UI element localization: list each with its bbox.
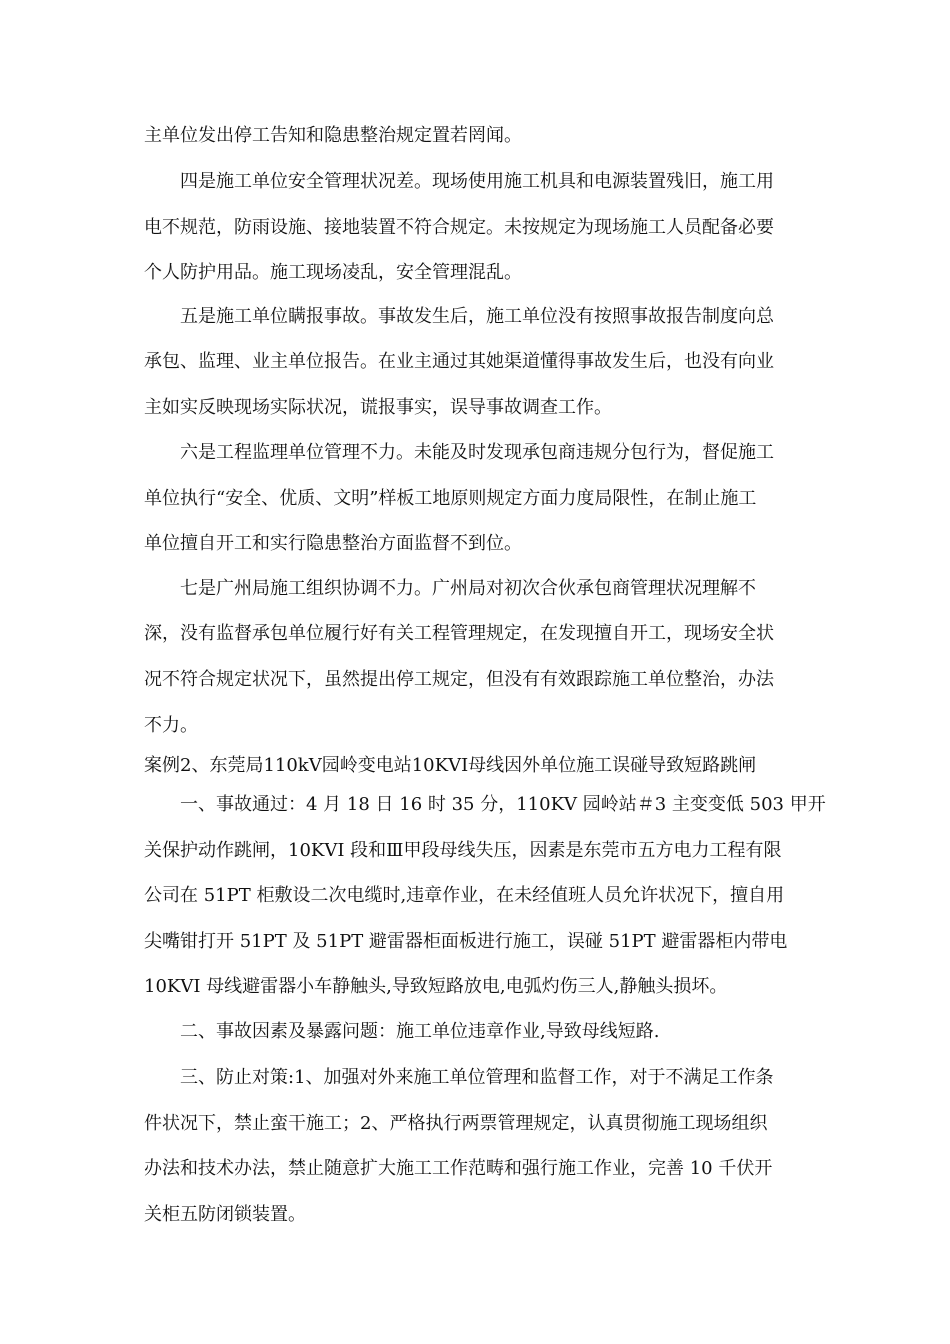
section-1-line-1: 一、事故通过：4 月 18 日 16 时 35 分，110KV 园岭站＃3 主变变低 503 甲开 [180, 794, 826, 815]
text-line: 主如实反映现场实际状况，谎报事实，误导事故调查工作。 [144, 397, 612, 418]
text-line: 深，没有监督承包单位履行好有关工程管理规定，在发现擅自开工，现场安全状 [144, 623, 774, 644]
text-line: 况不符合规定状况下，虽然提出停工规定，但没有有效跟踪施工单位整治，办法 [144, 669, 774, 690]
text-line: 电不规范，防雨设施、接地装置不符合规定。未按规定为现场施工人员配备必要 [144, 217, 774, 238]
text-line: 关保护动作跳闸，10KVI 段和Ⅲ甲段母线失压，因素是东莞市五方电力工程有限 [144, 840, 782, 861]
section-2-line-1: 二、事故因素及暴露问题：施工单位违章作业,导致母线短路. [180, 1021, 660, 1042]
paragraph-5-line-1: 五是施工单位瞒报事故。事故发生后，施工单位没有按照事故报告制度向总 [180, 306, 774, 327]
text-line: 公司在 51PT 柜敷设二次电缆时,违章作业，在未经值班人员允许状况下，擅自用 [144, 885, 785, 906]
text-line: 尖嘴钳打开 51PT 及 51PT 避雷器柜面板进行施工，误碰 51PT 避雷器柜内带电 [144, 931, 788, 952]
text-line: 单位擅自开工和实行隐患整治方面监督不到位。 [144, 533, 522, 554]
text-line: 件状况下，禁止蛮干施工；2、严格执行两票管理规定，认真贯彻施工现场组织 [144, 1113, 768, 1134]
case-heading: 案例2、东莞局110kV园岭变电站10KVI母线因外单位施工误碰导致短路跳闸 [144, 755, 757, 776]
text-line: 关柜五防闭锁装置。 [144, 1204, 306, 1225]
text-line: 不力。 [144, 715, 198, 736]
paragraph-7-line-1: 七是广州局施工组织协调不力。广州局对初次合伙承包商管理状况理解不 [180, 578, 756, 599]
paragraph-4-line-1: 四是施工单位安全管理状况差。现场使用施工机具和电源装置残旧，施工用 [180, 171, 774, 192]
text-line: 主单位发出停工告知和隐患整治规定置若罔闻。 [144, 125, 522, 146]
section-3-line-1: 三、防止对策:1、加强对外来施工单位管理和监督工作，对于不满足工作条 [180, 1067, 774, 1088]
text-line: 个人防护用品。施工现场凌乱，安全管理混乱。 [144, 262, 522, 283]
text-line: 10KVI 母线避雷器小车静触头,导致短路放电,电弧灼伤三人,静触头损坏。 [144, 976, 728, 997]
text-line: 承包、监理、业主单位报告。在业主通过其她渠道懂得事故发生后，也没有向业 [144, 351, 774, 372]
text-line: 办法和技术办法，禁止随意扩大施工工作范畴和强行施工作业，完善 10 千伏开 [144, 1158, 773, 1179]
paragraph-6-line-1: 六是工程监理单位管理不力。未能及时发现承包商违规分包行为，督促施工 [180, 442, 774, 463]
text-line: 单位执行“安全、优质、文明”样板工地原则规定方面力度局限性，在制止施工 [144, 488, 757, 509]
